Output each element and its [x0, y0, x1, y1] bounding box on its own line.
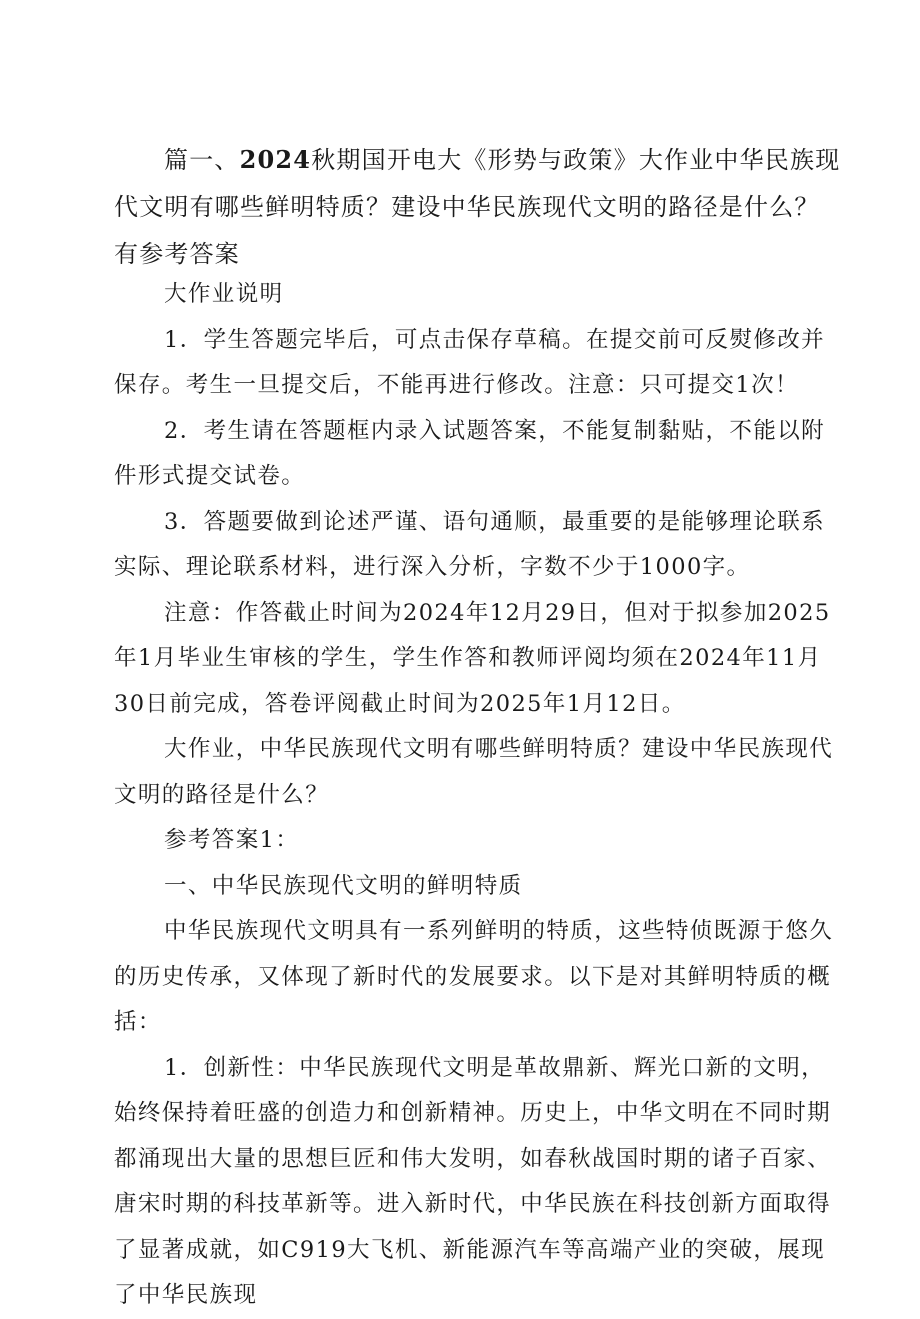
assignment-question: 大作业，中华民族现代文明有哪些鲜明特质？建设中华民族现代文明的路径是什么？	[114, 736, 834, 808]
deadline-note: 注意：作答截止时间为2024年12月29日，但对于拟参加2025年1月毕业生审核的学生，学生作答和教师评阅均须在2024年11月30日前完成，答卷评阅截止时间为2025年1月12日。	[114, 599, 831, 717]
instruction-item-2: 2．考生请在答题框内录入试题答案，不能复制黏贴，不能以附件形式提交试卷。	[114, 417, 826, 489]
document-body	[114, 272, 844, 1319]
title-rest: 秋期国开电大《形势与政策》大作业中华民族现代文明有哪些鲜明特质？建设中华民族现代文明的路径是什么？有参考答案	[114, 146, 841, 268]
title-prefix: 篇一、	[164, 146, 240, 174]
title-year: 2024	[239, 145, 312, 174]
answer-section-heading: 一、中华民族现代文明的鲜明特质	[164, 872, 523, 899]
reference-answer-heading: 参考答案1：	[164, 827, 300, 853]
instruction-item-1: 1．学生答题完毕后，可点击保存草稿。在提交前可反熨修改并保存。考生一旦提交后，不能再进行修改。注意：只可提交1次！	[114, 326, 826, 398]
answer-intro-paragraph: 中华民族现代文明具有一系列鲜明的特质，这些特侦既源于悠久的历史传承，又体现了新时代的发展要求。以下是对其鲜明特质的概括：	[114, 918, 834, 1035]
instruction-item-3: 3．答题要做到论述严谨、语句通顺，最重要的是能够理论联系实际、理论联系材料，进行深入分析，字数不少于1000字。	[114, 508, 826, 580]
answer-point-1: 1．创新性：中华民族现代文明是革故鼎新、辉光口新的文明，始终保持着旺盛的创造力和创新精神。历史上，中华文明在不同时期都涌现出大量的思想巨匠和伟大发明，如春秋战国时期的诸子百家、唐宋时期的科技革新等。进入新时代，中华民族在科技创新方面取得了显著成就，如C919大飞机、新能源汽车等高端产业的突破，展现了中华民族现	[114, 1054, 832, 1308]
document-title	[114, 136, 844, 278]
section-heading-instructions: 大作业说明	[164, 281, 284, 307]
